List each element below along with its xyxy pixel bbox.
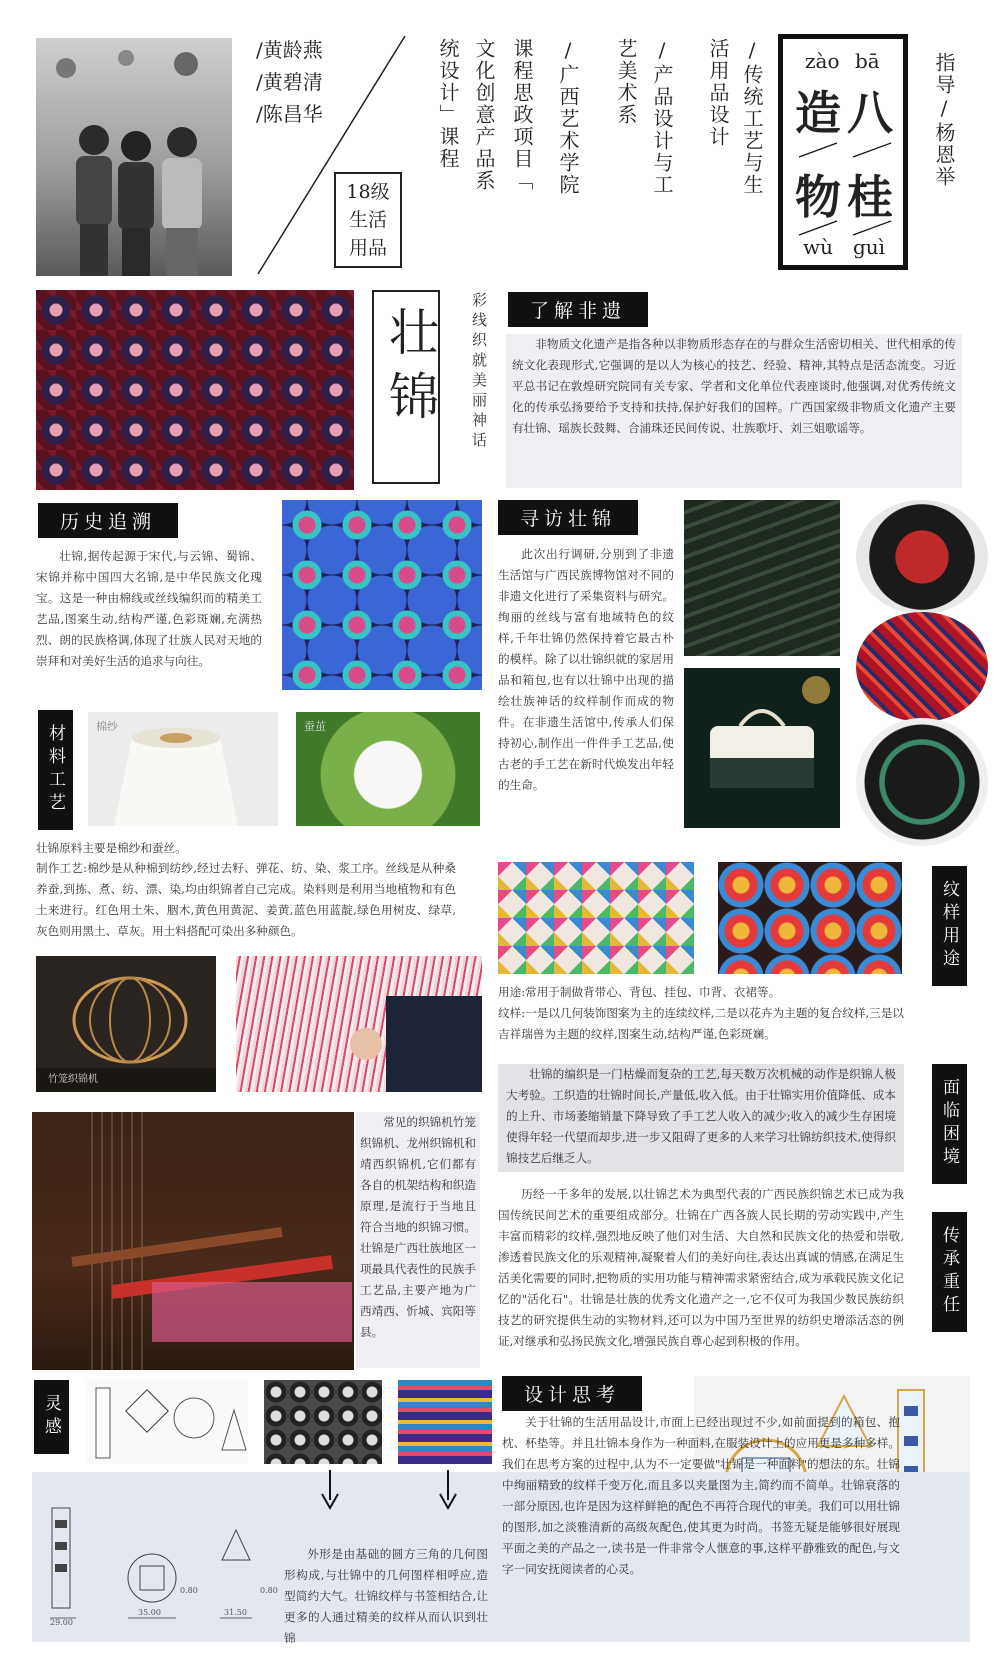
logo-pinyin: guì [853, 235, 886, 259]
history-text: 壮锦,据传起源于宋代,与云锦、蜀锦、宋锦并称中国四大名锦,是中华民族文化瑰宝。这是一种由棉线或丝线编织而的精美工艺品,图案生动,结构严谨,色彩斑斓,充满热烈、朗的民族格调,体现了壮族人民对天地的崇拜和对美好生活的追求与向往。 [36, 549, 262, 668]
design-tag: 设计思考 [502, 1376, 642, 1411]
header-column: 文化创意产品系 [472, 38, 496, 192]
mission-tag: 传承重任 [932, 1212, 967, 1332]
loom-text: 常见的织锦机竹笼织锦机、龙州织锦机和靖西织锦机,它们都有各自的机架结构和织造原理,是流行于当地且符合当地的织锦习惯。壮锦是广西壮族地区一项最具代表性的民族手工艺品,主要产地为广西靖西、忻城、宾阳等县。 [356, 1112, 480, 1368]
brocade-octagon-photo [282, 500, 482, 690]
author-name: /黄龄燕 [256, 38, 323, 62]
header-column: 艺美术系 [614, 38, 638, 126]
header-column: 统设计」课程 [436, 38, 460, 170]
advisor: 指导/杨恩举 [932, 52, 956, 188]
red-brocade-bag-photo [856, 612, 988, 722]
header-column: /传统工艺与生 [740, 38, 764, 196]
patterns-tag: 纹样用途 [932, 866, 967, 986]
cotton-spool-photo [88, 712, 278, 826]
materials-text-intro: 壮锦原料主要是棉纱和蚕丝。 [36, 841, 187, 855]
technical-drawing-lines [40, 1490, 286, 1632]
author-name: /陈昌华 [256, 102, 323, 126]
understand-tag: 了解非遗 [508, 292, 648, 327]
silk-cocoon-photo [296, 712, 480, 826]
logo-pinyin: wù [803, 235, 833, 259]
brocade-handbag-photo [684, 668, 840, 828]
materials-text: 制作工艺:棉纱是从种棉到纺纱,经过去籽、弹花、纺、染、浆工序。丝线是从种桑养蚕,到拣、煮、纺、漂、染,均由织锦者自己完成。染料则是利用当地植物和有色土来进行。红色用土朱、胭木,黄色用黄泥、姜黄,蓝色用蓝靛,绿色用树皮、绿草,灰色则用黑土、草灰。用土料搭配可染出多种颜色。 [36, 861, 456, 938]
logo-box [778, 34, 908, 270]
mission-text: 历经一千多年的发展,以壮锦艺术为典型代表的广西民族织锦艺术已成为我国传统民间艺术的重要组成部分。壮锦在广西各族人民长期的劳动实践中,产生丰富而精彩的纹样,强烈地反映了他们对生活、大自然和民族文化的热爱和崇敬,渗透着民族文化的乐观精神,凝聚着人们的美好向往,表达出真诚的情感,在满足生活美化需要的同时,把物质的实用功能与精神需求紧密结合,成为承载民族文化记忆的"活化石"。壮锦是壮族的优秀文化遗产之一,它不仅可为我国少数民族纺织技艺的研究提供生动的实物材料,还可以为中国乃至世界的纺织史增添活态的例证,对继承和弘扬民族文化,增强民族自尊心起到积极的作用。 [498, 1187, 904, 1348]
author-name: /黄碧清 [256, 70, 323, 94]
logo-pinyin: zào [805, 49, 840, 73]
logo-character: 造 [795, 86, 841, 140]
history-tag: 历史追溯 [38, 503, 178, 538]
embroidered-apron-photo [856, 500, 988, 614]
zhuangjin-title: 壮锦 [381, 306, 439, 434]
cotton-label: 棉纱 [96, 720, 118, 733]
materials-tag: 材料工艺 [38, 710, 73, 830]
zhuangjin-title-box [372, 290, 440, 484]
patterns-text: 用途:常用于制做背带心、背包、挂包、巾背、衣裙等。 纹样:一是以几何装饰图案为主的连续纹样,二是以花卉为主题的复合纹样,三是以吉祥瑞兽为主题的纹样,图案生动,结构严谨,色彩斑斓。 [498, 985, 904, 1041]
inspiration-sketch [86, 1380, 248, 1464]
team-photo-figures [36, 38, 232, 276]
handbag-shape [684, 668, 840, 828]
dimension-label: 0.80 [260, 1586, 278, 1595]
dimension-label: 35.00 [138, 1608, 161, 1617]
zhuangjin-subtitle: 彩线织就美丽神话 [470, 292, 488, 452]
difficulty-tag: 面临困境 [932, 1064, 967, 1184]
team-photo [36, 38, 232, 276]
down-arrows [316, 1468, 476, 1520]
header-column: /广西艺术学院 [556, 38, 580, 196]
logo-character: 桂 [847, 170, 893, 224]
silk-label: 蚕茧 [304, 720, 326, 733]
inspiration-pattern-color [398, 1380, 492, 1464]
understand-text: 非物质文化遗产是指各种以非物质形态存在的与群众生活密切相关、世代相承的传统文化表现形式,它强调的是以人为核心的技艺、经验、精神,其特点是活态流变。习近平总书记在敦煌研究院同有关专家、学者和文化单位代表座谈时,他强调,对优秀传统文化的传承弘扬要给予支持和扶持,保护好我们的国粹。广西国家级非物质文化遗产主要有壮锦、瑶族长鼓舞、合浦珠还民间传说、壮族歌圩、刘三姐歌谣等。 [506, 334, 962, 488]
dimension-label: 0.80 [180, 1586, 198, 1595]
dimension-label: 29.00 [50, 1618, 73, 1627]
black-brocade-backpack-photo [856, 718, 988, 846]
bamboo-loom-caption: 竹笼织锦机 [48, 1074, 98, 1085]
visit-text: 此次出行调研,分别到了非遗生活馆与广西民族博物馆对不同的非遗文化进行了采集资料与研究。绚丽的丝线与富有地域特色的纹样,千年壮锦仍然保持着它最古朴的模样。除了以壮锦织就的家居用品和箱包,也有以壮锦中出现的描绘壮族神话的纹样制作而成的物件。在非遗生活馆中,传承人们保持初心,制作出一件件手工艺品,使古老的手工艺在新时代焕发出年轻的生命。 [498, 547, 674, 792]
zhuangjin-brocade-photo [36, 290, 354, 490]
bamboo-loom-photo [36, 956, 216, 1092]
grade-badge: 18级 生活 用品 [334, 172, 402, 268]
difficulty-text: 壮锦的编织是一门枯燥而复杂的工艺,每天数万次机械的动作是织锦人极大考验。工织造的壮锦时间长,产量低,收入低。由于壮锦实用价值降低、成本的上升、市场萎缩销量下降导致了手工艺人收入的减少;收入的减少生存困境使得年轻一代望而却步,进一步又阻碍了更多的人来学习壮锦纺织技术,使得织锦技艺后继乏人。 [498, 1064, 904, 1172]
loom-photo [32, 1112, 354, 1370]
design-text: 关于壮锦的生活用品设计,市面上已经出现过不少,如前面提到的箱包、抱枕、杯垫等。并且壮锦本身作为一种面料,在服装设计上的应用更是多种多样。我们在思考方案的过程中,认为不一定要做"壮锦是一种面料"的想法的东。壮锦中绚丽精致的纹样千变万化,而且多以夹量图为主,简约而不简单。壮锦衰落的一部分原因,也许是因为这样鲜艳的配色不再符合现代的审美。我们可以用壮锦的图形,加之淡雅清新的高级灰配色,使其更为时尚。书签无疑是能够很好展现平面之美的产品之一,读书是一件非常令人惬意的事,这样平静雅致的配色,与文字一同安抚阅读者的心灵。 [502, 1415, 900, 1576]
inspiration-pattern-grey [264, 1380, 382, 1464]
logo-character: 八 [847, 86, 893, 140]
header-column: 课程思政项目「 [510, 38, 534, 192]
visit-tag: 寻访壮锦 [498, 500, 638, 535]
logo-pinyin: bā [855, 49, 880, 73]
header-column: /产品设计与工 [650, 38, 674, 196]
logo-character: 物 [795, 170, 841, 224]
pattern-diamond-photo [718, 862, 902, 974]
sketch-lines [86, 1380, 248, 1464]
design-shape-text: 外形是由基础的圆方三角的几何图形构成,与壮锦中的几何图样相呼应,造型简约大气。壮锦纹样与书签相结合,让更多的人通过精美的纹样从而认识到壮锦 [284, 1547, 488, 1645]
header-column: 活用品设计 [706, 38, 730, 148]
bookmark-technical-drawing [40, 1490, 286, 1632]
dimension-label: 31.50 [224, 1608, 247, 1617]
inspiration-tag: 灵感 [34, 1380, 69, 1454]
loom-shape [32, 1112, 354, 1370]
weaver-shape [236, 956, 482, 1092]
pattern-weaving-photo [498, 862, 694, 974]
museum-stairs-photo [684, 500, 840, 656]
weaving-hands-photo [236, 956, 482, 1092]
